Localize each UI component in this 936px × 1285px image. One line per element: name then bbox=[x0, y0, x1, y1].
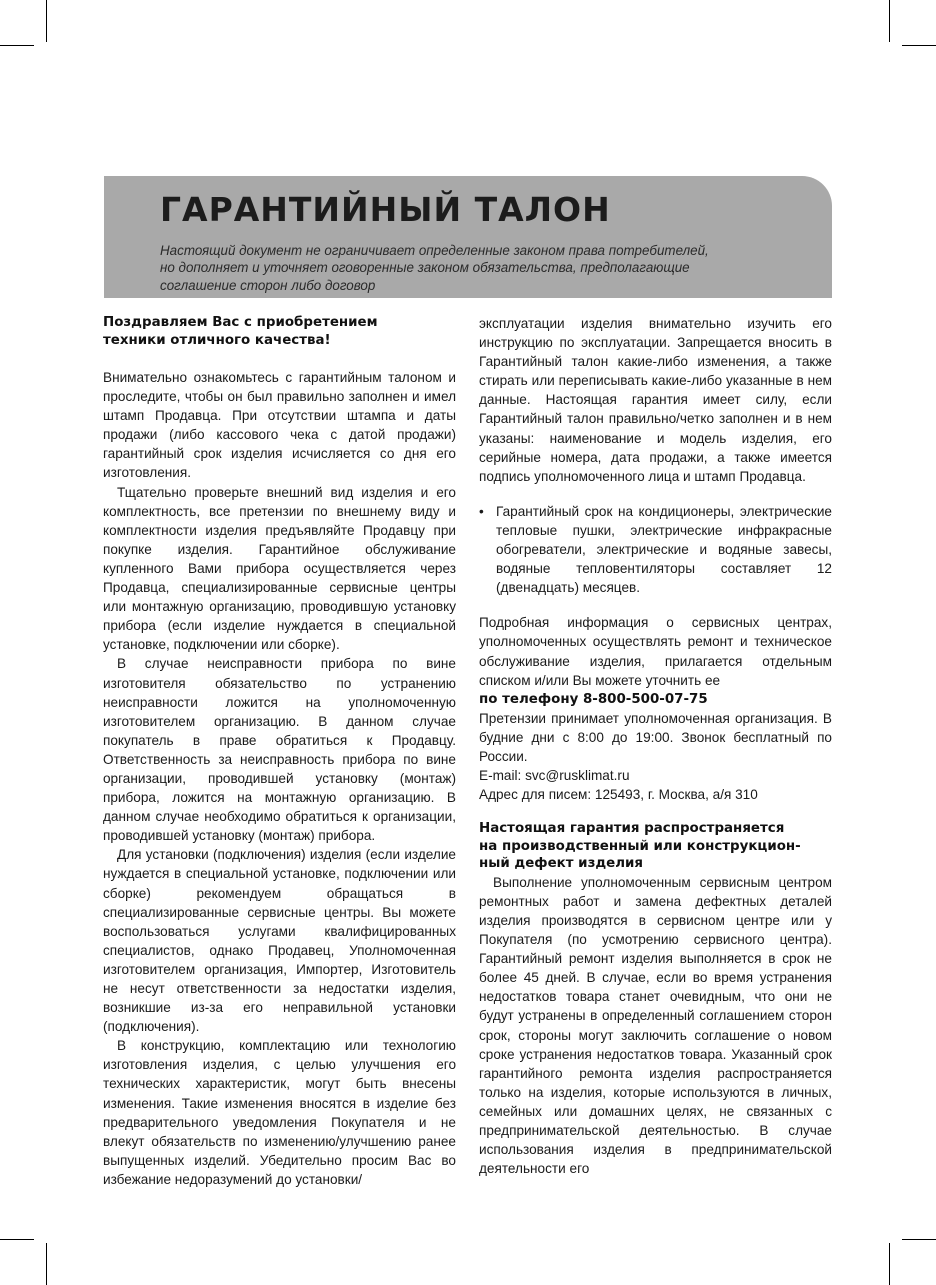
paragraph: Тщательно проверьте внешний вид изделия и его комплектность, все претензии по внешнему виду и комплектности изделия предъявляйте Продавцу при покупке изделия. Гарантийное обслуживание купленного Вами прибора осуществляется через Продавца, специализированные сервисные центры или монтажную организацию, проводившую установку прибора (если изделие нуждается в специальной установке, подключении или сборке). bbox=[103, 484, 456, 653]
crop-mark-bottom-left bbox=[46, 1243, 47, 1285]
crop-mark-top-left-h bbox=[0, 45, 34, 46]
subtitle-line: соглашение сторон либо договор bbox=[160, 277, 376, 293]
right-column bbox=[479, 314, 832, 1178]
paragraph: Для установки (подключения) изделия (если изделие нуждается в специальной установке, подключении или сборке) рекомендуем обращаться в специализированные сервисные центры. Вы можете воспользоваться услугами квалифицированных специалистов, однако Продавец, Уполномоченная изготовителем организация, Импортер, Изготовитель не несут ответственности за недостатки изделия, возникшие из-за его неправильной установки (подключения). bbox=[103, 847, 456, 1035]
paragraph: В случае неисправности прибора по вине изготовителя обязательство по устранению неисправности ложится на уполномоченную изготовителем организацию. В данном случае покупатель в праве обратиться к Продавцу. Ответственность за неисправность прибора по вине организации, проводившей установку (монтаж) прибора, ложится на монтажную организацию. В данном случае необходимо обратиться к организации, проводившей установку (монтаж) прибора. bbox=[103, 656, 456, 844]
crop-mark-bottom-right bbox=[889, 1243, 890, 1285]
crop-mark-bottom-left-h bbox=[0, 1239, 34, 1240]
paragraph: В конструкцию, комплектацию или технологию изготовления изделия, с целью улучшения его технических характеристик, могут быть внесены изменения. Такие изменения вносятся в изделие без предварительного уведомления Покупателя и не влекут обязательств по изменению/улучшению ранее выпущенных изделий. Убедительно просим Вас во избежание недоразумений до установки/ bbox=[103, 1038, 456, 1187]
paragraph: Внимательно ознакомьтесь с гарантийным талоном и проследите, чтобы он был правильно заполнен и имел штамп Продавца. При отсутствии штампа и даты продажи (либо кассового чека с датой продажи) гарантийный срок изделия исчисляется со дня его изготовления. bbox=[103, 370, 456, 481]
subtitle-line: Настоящий документ не ограничивает определенные законом права потребителей, bbox=[160, 243, 709, 258]
paragraph: Выполнение уполномоченным сервисным центром ремонтных работ и замена дефектных деталей изделия производятся в сервисном центре или у Покупателя (по усмотрению сервисного центра). Гарантийный ремонт изделия выполняется в срок не более 45 дней. В случае, если во время устранения недостатков товара станет очевидным, что они не будут устранены в определенный соглашением сторон срок, стороны могут заключить соглашение о новом сроке устранения недостатков товара. Указанный срок гарантийного ремонта изделия распространяется только на изделия, которые используются в личных, семейных или домашних целях, не связанных с предпринимательской деятельностью. В случае использования изделия в предпринимательской деятельности его bbox=[479, 874, 832, 1177]
phone-line: по телефону 8-800-500-07-75 bbox=[479, 691, 708, 707]
left-column bbox=[103, 314, 456, 1189]
bullet-text: Гарантийный срок на кондиционеры, электрические тепловые пушки, электрические инфракрасные обогреватели, электрические и водяные завесы, водяные тепловентиляторы составляет 12 (двенадцать) месяцев. bbox=[496, 503, 832, 596]
crop-mark-top-left bbox=[46, 0, 47, 42]
claims-info: Претензии принимает уполномоченная организация. В будние дни с 8:00 до 19:00. Звонок бесплатный по России. bbox=[479, 710, 832, 764]
bullet-marker: • bbox=[479, 503, 484, 519]
page-title: ГАРАНТИЙНЫЙ ТАЛОН bbox=[160, 190, 611, 229]
warranty-scope-heading: Настоящая гарантия распространяется на производственный или конструкцион- ный дефект изделия bbox=[479, 821, 801, 872]
crop-mark-top-right-h bbox=[902, 45, 936, 46]
page-subtitle bbox=[160, 242, 820, 294]
header-banner bbox=[104, 176, 832, 298]
warranty-period-bullet bbox=[479, 502, 832, 597]
crop-mark-top-right bbox=[889, 0, 890, 42]
congrats-heading: Поздравляем Вас с приобретением техники отличного качества! bbox=[103, 315, 378, 348]
address-line: Адрес для писем: 125493, г. Москва, а/я 310 bbox=[479, 787, 758, 803]
email-line: E-mail: svc@rusklimat.ru bbox=[479, 768, 630, 784]
crop-mark-bottom-right-h bbox=[902, 1239, 936, 1240]
service-info: Подробная информация о сервисных центрах, уполномоченных осуществлять ремонт и техническое обслуживание изделия, прилагается отдельным списком и/или Вы можете уточнить ее bbox=[479, 615, 832, 688]
paragraph: эксплуатации изделия внимательно изучить его инструкцию по эксплуатации. Запрещается вносить в Гарантийный талон какие-либо изменения, а также стирать или переписывать какие-либо указанные в нем данные. Настоящая гарантия имеет силу, если Гарантийный талон правильно/четко заполнен и в нем указаны: наименование и модель изделия, его серийные номера, дата продажи, а также имеется подпись уполномоченного лица и штамп Продавца. bbox=[479, 316, 832, 484]
subtitle-line: но дополняет и уточняет оговоренные законом обязательства, предполагающие bbox=[160, 260, 690, 276]
